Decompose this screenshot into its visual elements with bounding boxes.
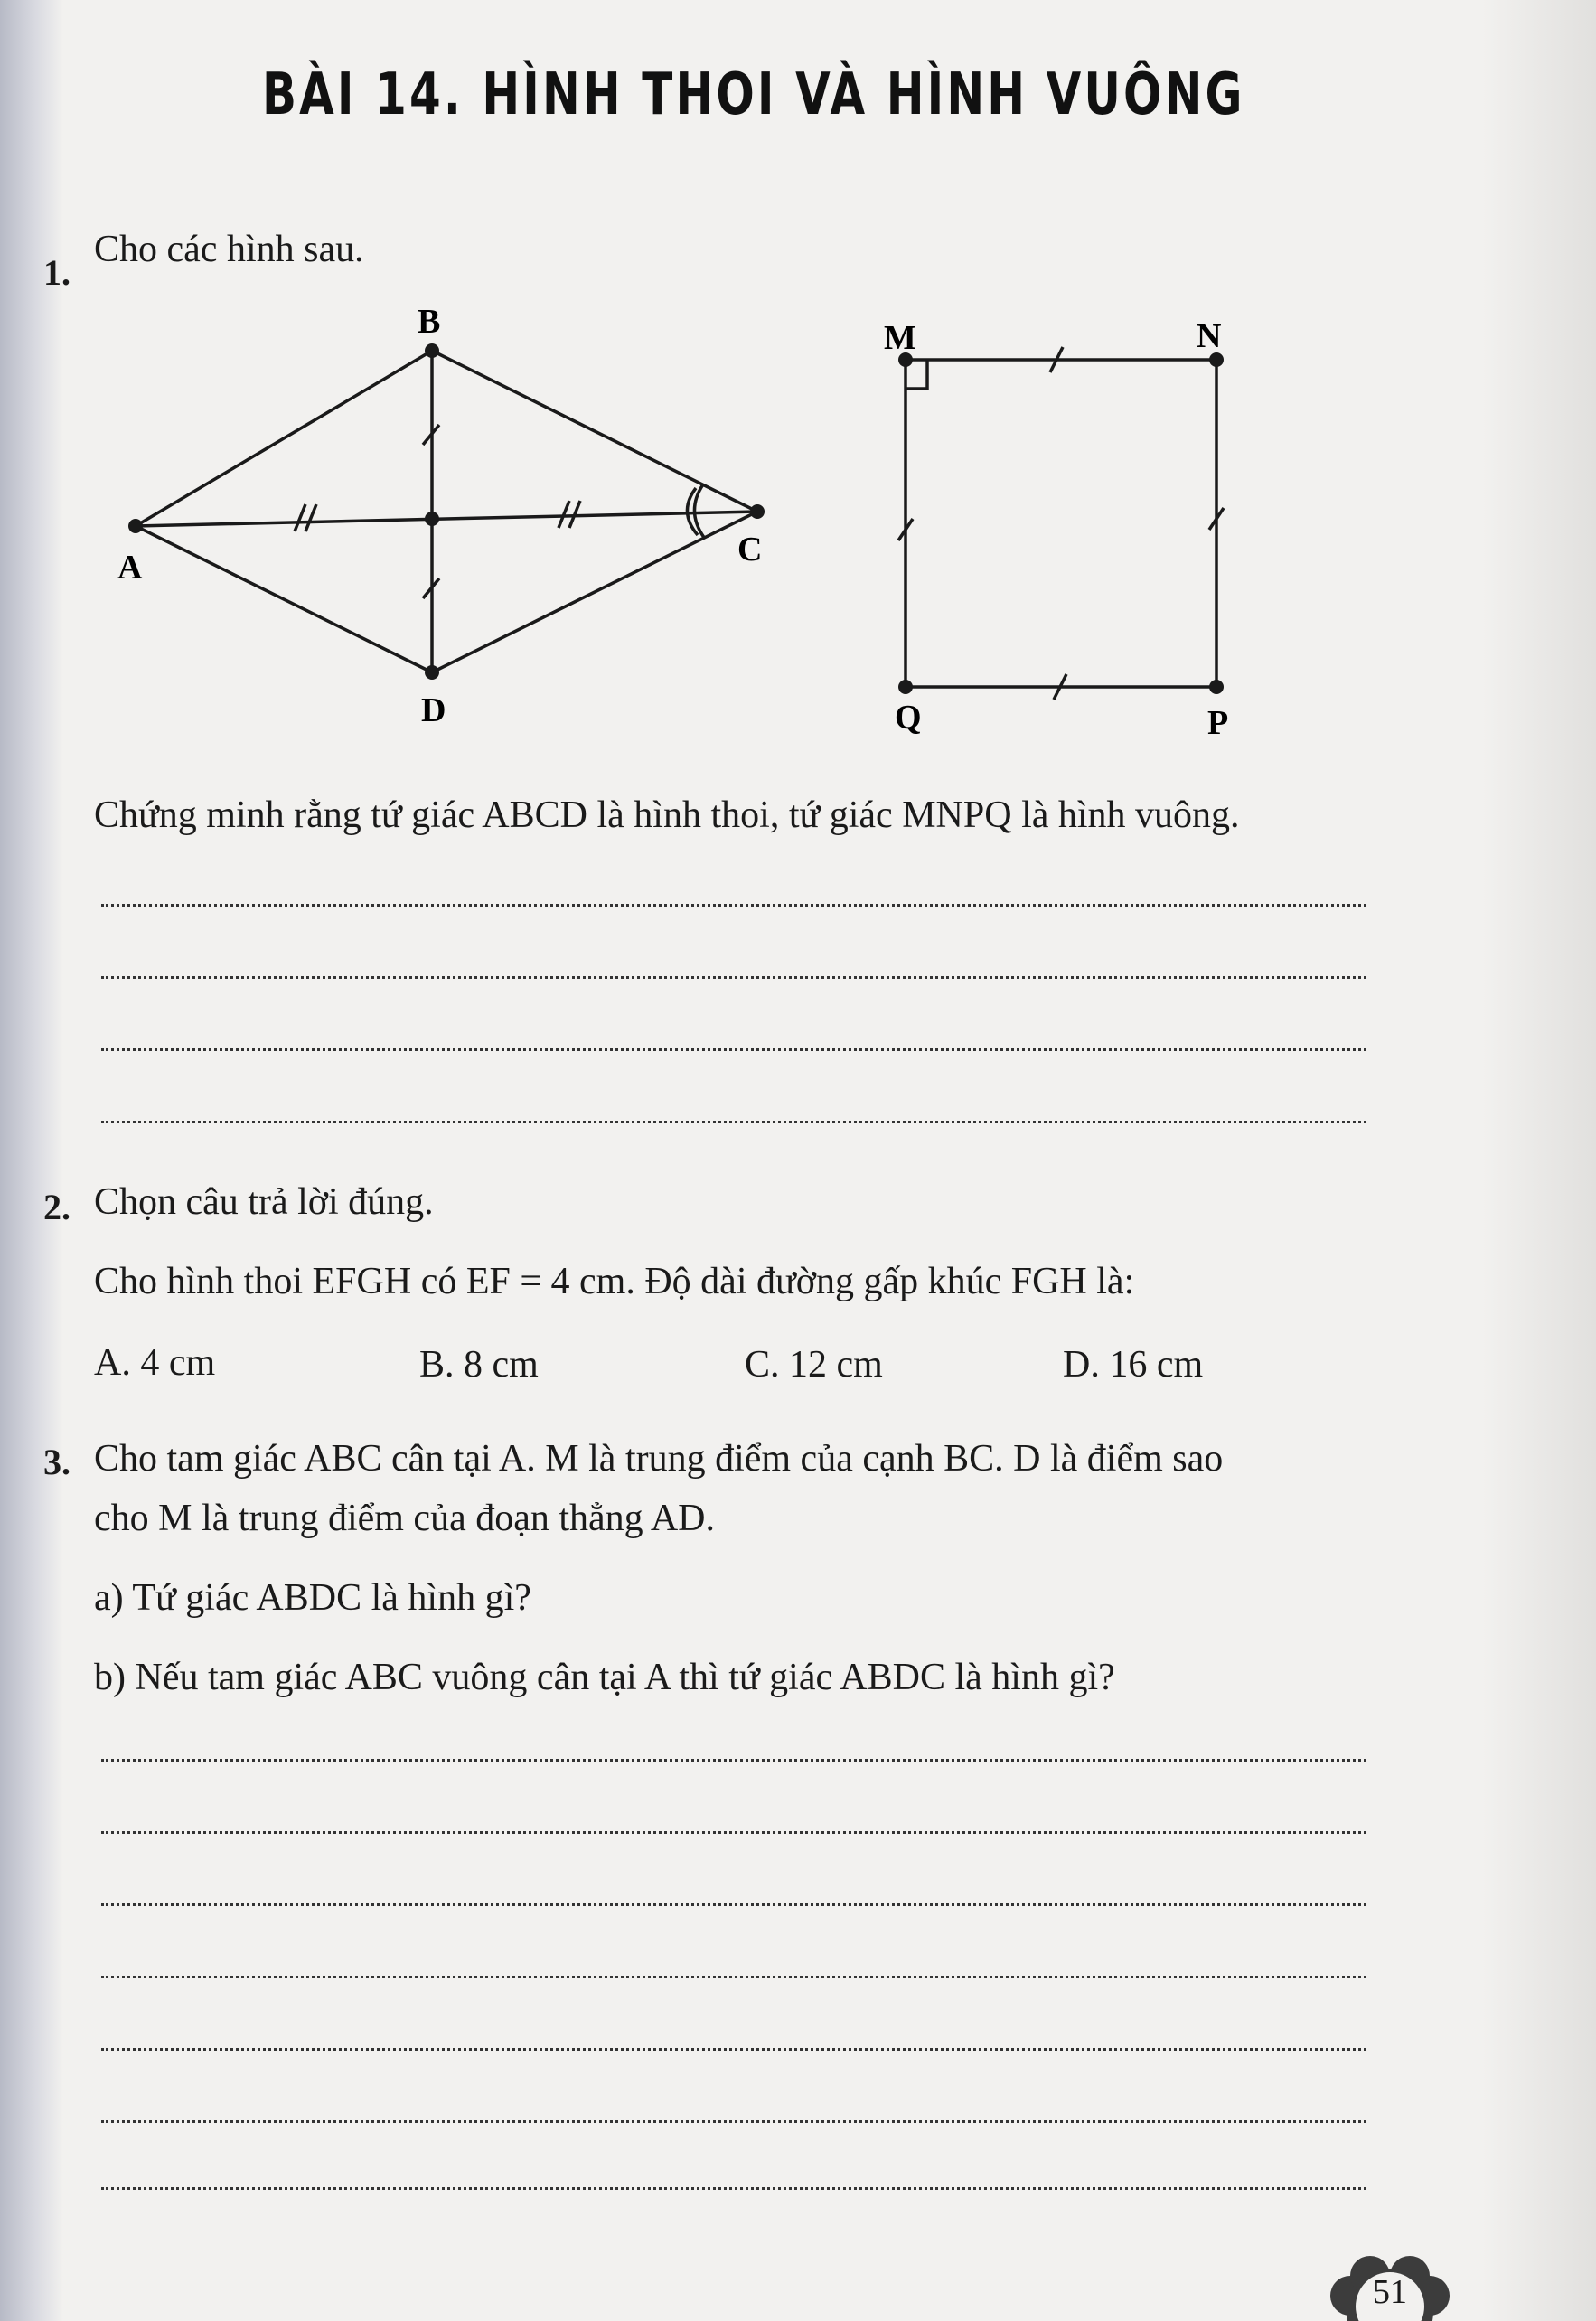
answer-line[interactable] — [101, 904, 1366, 907]
label-a: A — [117, 549, 143, 587]
q3-number: 3. — [43, 1442, 70, 1482]
label-b: B — [418, 303, 441, 341]
q3-part-b: b) Nếu tam giác ABC vuông cân tại A thì tứ giác ABDC là hình gì? — [94, 1657, 1115, 1698]
tick-oc-1 — [559, 501, 569, 528]
q2-option-d[interactable]: D. 16 cm — [1063, 1344, 1204, 1386]
q2-prompt: Chọn câu trả lời đúng. — [94, 1181, 434, 1223]
rhombus-abcd-figure — [136, 351, 757, 672]
q1-figures — [0, 0, 1596, 813]
label-d: D — [421, 691, 446, 729]
center-o — [425, 512, 439, 526]
answer-line[interactable] — [101, 1121, 1366, 1123]
answer-line[interactable] — [101, 1976, 1366, 1978]
q3-part-a: a) Tứ giác ABDC là hình gì? — [94, 1577, 531, 1619]
q3-line-2: cho M là trung điểm của đoạn thẳng AD. — [94, 1498, 716, 1539]
label-q: Q — [895, 699, 922, 737]
answer-line[interactable] — [101, 2187, 1366, 2190]
label-c: C — [737, 531, 763, 569]
q2-option-b[interactable]: B. 8 cm — [419, 1344, 539, 1386]
vertex-c — [750, 504, 765, 519]
vertex-b — [425, 343, 439, 358]
label-n: N — [1197, 317, 1222, 355]
q2-option-c[interactable]: C. 12 cm — [745, 1344, 883, 1386]
square-mnpq-figure — [898, 347, 1224, 700]
vertex-p — [1209, 680, 1224, 694]
answer-line[interactable] — [101, 1903, 1366, 1906]
answer-line[interactable] — [101, 1048, 1366, 1051]
answer-line[interactable] — [101, 2120, 1366, 2123]
q2-statement: Cho hình thoi EFGH có EF = 4 cm. Độ dài đường gấp khúc FGH là: — [94, 1261, 1135, 1302]
tick-oa-1 — [295, 504, 305, 531]
q2-number: 2. — [43, 1187, 70, 1227]
q2-option-a[interactable]: A. 4 cm — [94, 1342, 216, 1384]
vertex-d — [425, 665, 439, 680]
rhombus-outline — [136, 351, 757, 672]
label-p: P — [1207, 704, 1229, 742]
vertex-a — [128, 519, 143, 533]
square-outline — [906, 360, 1216, 687]
answer-line[interactable] — [101, 1759, 1366, 1762]
square-vertices — [898, 352, 1224, 694]
label-m: M — [884, 319, 916, 357]
page-number: 51 — [1373, 2273, 1407, 2311]
answer-line[interactable] — [101, 976, 1366, 979]
diagonal-ac — [136, 512, 757, 526]
q1-prompt: Cho các hình sau. — [94, 229, 364, 270]
answer-line[interactable] — [101, 1831, 1366, 1834]
q3-line-1: Cho tam giác ABC cân tại A. M là trung điểm của cạnh BC. D là điểm sao — [94, 1438, 1224, 1480]
q1-statement: Chứng minh rằng tứ giác ABCD là hình thoi, tứ giác MNPQ là hình vuông. — [94, 794, 1240, 836]
page-number-badge — [1319, 2249, 1460, 2321]
rhombus-vertices — [128, 343, 765, 680]
lesson-title: BÀI 14. HÌNH THOI VÀ HÌNH VUÔNG — [262, 61, 1245, 128]
tick-oa-2 — [305, 504, 316, 531]
answer-line[interactable] — [101, 2048, 1366, 2051]
vertex-q — [898, 680, 913, 694]
q1-number: 1. — [43, 252, 70, 293]
